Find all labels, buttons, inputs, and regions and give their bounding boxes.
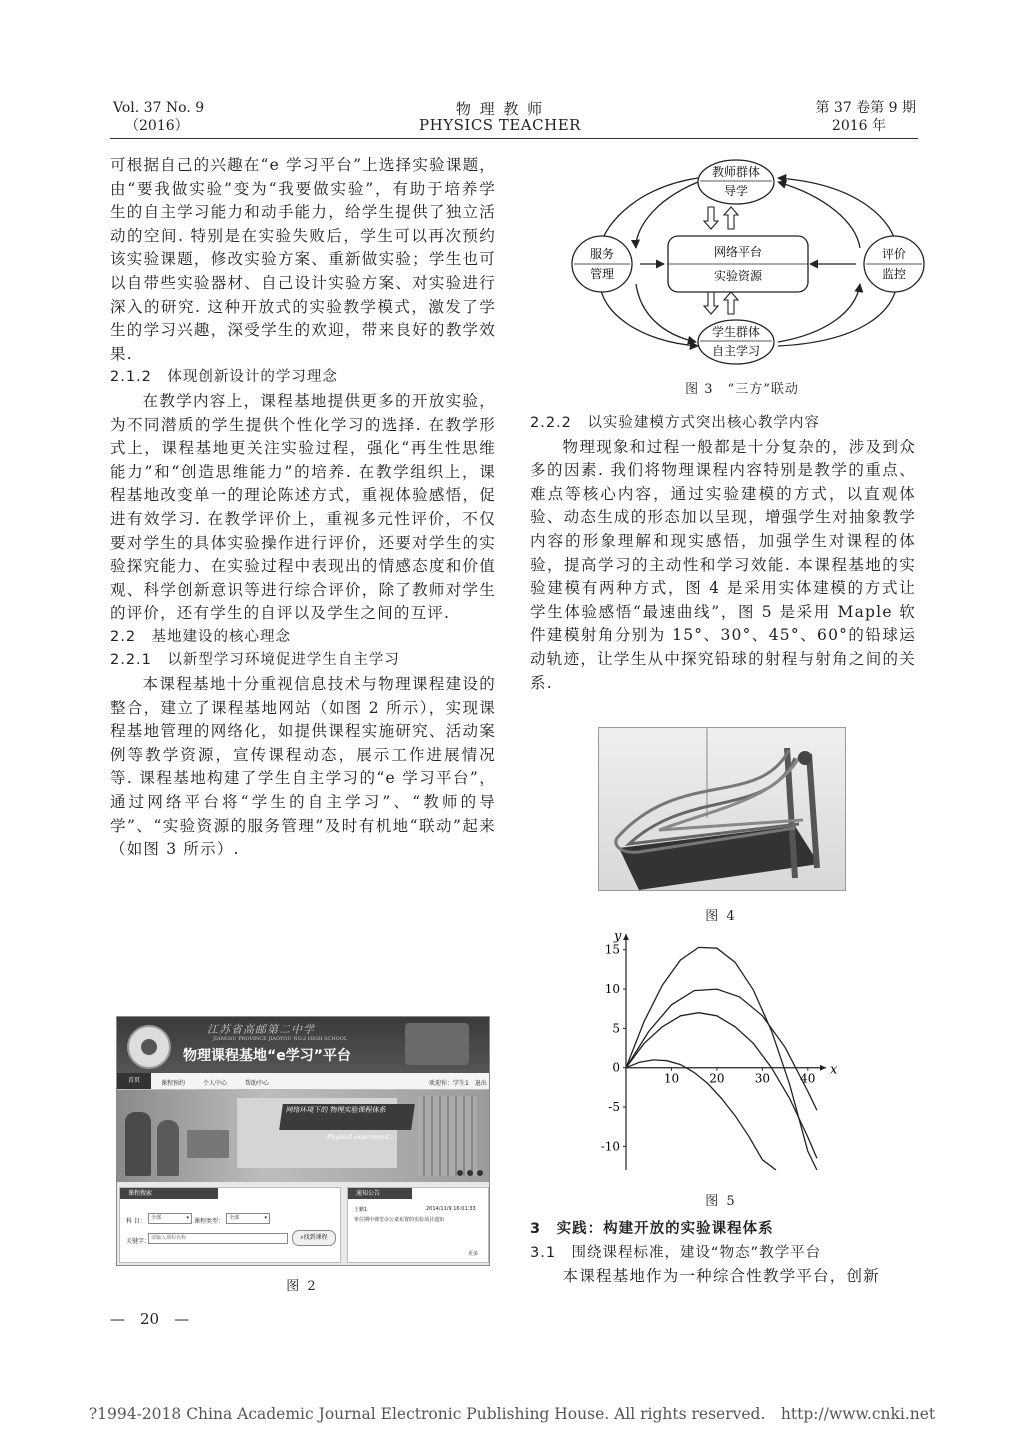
paragraph: 在教学内容上，课程基地提供更多的开放实验，为不同潜质的学生提供个性化学习的选择. 在教学形式上，课程基地更关注实验过程，强化“再生性思维能力”和“创造思维能力”的培养. 在教学组织上，课程基地改变单一的理论陈述方式，重视体验感悟，促进有效学习. 在教学评价上，重视多元性评价，不仅要对学生的具体实验操作进行评价，还要对学生的实验探究能力、在实验过程中表现出的情感态度和价值观、科学创新意识等进行综合评价，除了教师对学生的评价，还有学生的自评以及学生之间的互评. — [110, 391, 496, 623]
section-heading-2-2-1: 2.2.1 以新型学习环境促进学生自主学习 — [110, 652, 400, 669]
section-heading-3-1: 3.1 围绕课程标准，建设“物态”教学平台 — [530, 1244, 822, 1261]
figure-3-diagram — [560, 152, 960, 372]
hero-photo — [117, 1090, 489, 1182]
x-tick-label: 30 — [754, 1071, 771, 1086]
notice-more-link[interactable]: 更多 — [468, 1251, 479, 1257]
y-axis-arrow — [623, 934, 629, 940]
carousel-dot[interactable] — [467, 1170, 473, 1176]
y-axis-label: y — [614, 929, 622, 944]
banner-sign: 网络环境下的 物理实验课程体系 — [279, 1104, 415, 1130]
paragraph: 物理现象和过程一般都是十分复杂的，涉及到众多的因素. 我们将物理课程内容特别是教学的重点、难点等核心内容，通过实验建模的方式，以直观体验、动态生成的形态加以呈现，增强学生对抽象教学内容的形象理解和现实感悟，加强学生对课程的体验，提高学习的主动性和学习效能. 本课程基地的实验建模有两种方式，图 4 是采用实体建模的方式让学生体验感悟“最速曲线”，图 5 是采用 Maple 软件建模射角分别为 15°、30°、45°、60°的铅球运动轨迹，让学生从中探究铅球的射程与射角之间的关系. — [530, 437, 916, 692]
notice-time: 2014/11/9 16:01:33 — [426, 1206, 476, 1212]
notice-author: 王鹏1 — [354, 1207, 368, 1213]
y-tick-label: 5 — [612, 1021, 620, 1036]
section-heading-2-2-2: 2.2.2 以实验建模方式突出核心教学内容 — [530, 415, 820, 431]
left-column — [110, 154, 496, 862]
double-arrow-up-icon — [724, 292, 738, 314]
x-tick-label: 20 — [709, 1071, 725, 1086]
course-type-select[interactable] — [226, 1213, 270, 1224]
subject-select-value: 全部 — [151, 1215, 162, 1221]
y-tick-label: 15 — [604, 942, 620, 957]
node-teachers-label: 教师群体 — [711, 165, 761, 179]
figure-2-caption: 图 2 — [286, 1279, 318, 1294]
school-logo — [127, 1025, 171, 1069]
copyright-notice: ?1994-2018 China Academic Journal Electronic Publishing House. All rights reserved. http://www.cnki.net — [88, 1405, 936, 1423]
course-search-panel — [119, 1187, 341, 1263]
search-icon: ⌕ — [300, 1234, 304, 1241]
figure-5-caption: 图 5 — [705, 1194, 737, 1209]
figure-2-screenshot — [116, 1016, 490, 1266]
release-knob — [798, 751, 812, 765]
find-course-button[interactable] — [292, 1230, 336, 1246]
section-heading-2-2: 2.2 基地建设的核心理念 — [110, 628, 292, 645]
double-arrow-up-icon — [724, 207, 738, 229]
node-evaluation-sublabel: 监控 — [881, 267, 907, 281]
site-title: 物理课程基地“e学习”平台 — [183, 1048, 351, 1064]
keyword-label: 关键字： — [126, 1238, 151, 1245]
nav-item-booking[interactable]: 课程预约 — [161, 1080, 186, 1087]
trajectory-series-3 — [626, 947, 817, 1170]
journal-title-en: PHYSICS TEACHER — [419, 116, 581, 134]
base-board — [619, 826, 819, 890]
node-service-sublabel: 管理 — [589, 267, 615, 281]
right-column-top — [530, 412, 916, 695]
header-rule — [110, 138, 918, 139]
trajectory-series-2 — [626, 989, 817, 1110]
figure-3-caption: 图 3 “三方”联动 — [685, 382, 799, 397]
nav-item-personal[interactable]: 个人中心 — [203, 1080, 228, 1087]
notice-panel — [347, 1187, 489, 1263]
x-tick-label: 10 — [663, 1071, 680, 1086]
school-name-cn: 江苏省高邮第二中学 — [207, 1023, 315, 1036]
paragraph: 可根据自己的兴趣在“e 学习平台”上选择实验课题，由“要我做实验”变为“我要做实验”，有助于培养学生的自主学习能力和动手能力，给学生提供了独立活动的空间. 特别是在实验失败后，学生可以再次预约该实验课题，修改实验方案、重新做实验；学生也可以自带些实验器材、自己设计实验方案、对实验进行深入的研究. 这种开放式的实验教学模式，激发了学生的学习兴趣，深受学生的欢迎，带来良好的教学效果. — [110, 156, 496, 363]
building-photo — [405, 1023, 469, 1065]
subject-select[interactable] — [148, 1213, 192, 1224]
x-axis-arrow — [820, 1065, 826, 1071]
find-course-button-label: 找到课程 — [303, 1234, 328, 1241]
site-header — [117, 1017, 489, 1073]
section-heading-3: 3 实践：构建开放的实验课程体系 — [530, 1221, 774, 1237]
y-tick-label: 10 — [604, 982, 620, 997]
course-search-title: 课程搜索 — [120, 1188, 218, 1199]
carousel-dot[interactable] — [477, 1170, 483, 1176]
node-service-label: 服务 — [589, 247, 615, 261]
node-network-sublabel: 实验资源 — [713, 269, 763, 283]
x-axis-label: x — [830, 1062, 838, 1078]
issue-cn: 第 37 卷第 9 期 — [815, 100, 916, 116]
section-heading-2-1-2: 2.1.2 体现创新设计的学习理念 — [110, 369, 338, 386]
y-tick-label: -5 — [608, 1100, 620, 1115]
course-type-label: 课程类型： — [194, 1218, 225, 1225]
node-network-label: 网络平台 — [713, 245, 763, 259]
double-arrow-down-icon — [704, 207, 718, 229]
figure-4-caption: 图 4 — [705, 909, 737, 924]
y-tick-label: 0 — [612, 1060, 620, 1075]
node-evaluation-label: 评价 — [881, 247, 907, 261]
year-cn: 2016 年 — [831, 118, 886, 134]
double-arrow-down-icon — [704, 292, 718, 314]
third-track — [659, 754, 803, 830]
volume-number: Vol. 37 No. 9 — [113, 100, 205, 116]
y-tick-label: -10 — [600, 1139, 620, 1154]
node-students-label: 学生群体 — [711, 325, 761, 339]
nav-user-info[interactable]: 欢迎你：学生1 退出 — [429, 1080, 487, 1087]
chevron-down-icon: ▾ — [186, 1215, 189, 1221]
figure-5-chart — [596, 924, 850, 1180]
chevron-down-icon: ▾ — [264, 1215, 267, 1221]
corridor — [417, 1096, 477, 1176]
paragraph: 本课程基地作为一种综合性教学平台，创新 — [562, 1267, 880, 1286]
x-tick-label: 40 — [800, 1071, 816, 1086]
keyword-input[interactable]: 请输入课程名称 — [148, 1233, 288, 1244]
right-column-bottom — [530, 1218, 916, 1289]
nav-item-help[interactable]: 帮助中心 — [245, 1080, 270, 1087]
carousel-dot[interactable] — [457, 1170, 463, 1176]
notice-title: 通知公告 — [348, 1188, 412, 1199]
nav-item-home[interactable]: 首页 — [117, 1073, 151, 1089]
volume-year: （2016） — [125, 118, 189, 134]
node-students-sublabel: 自主学习 — [711, 344, 761, 358]
page-number: — 20 — — [110, 1310, 190, 1328]
course-type-select-value: 全部 — [229, 1215, 240, 1221]
school-name-en: JIANGSU PROVINCE JIAOYOU NO.2 HIGH SCHOOL — [213, 1036, 348, 1042]
banner-subtitle: Physical experiment... — [327, 1134, 395, 1141]
notice-item[interactable]: 单位期中课堂办公桌布置的实验项目通知 — [354, 1217, 445, 1223]
nav-bar — [117, 1073, 489, 1090]
figure-4-photo — [598, 727, 846, 891]
journal-title-cn: 物 理 教 师 — [455, 100, 545, 118]
paragraph: 本课程基地十分重视信息技术与物理课程建设的整合，建立了课程基地网站（如图 2 所示），实现课程基地管理的网络化，如提供课程实施研究、活动案例等教学资源，宣传课程动态，展示工作进展情况等. 课程基地构建了学生自主学习的“e 学习平台”，通过网络平台将“学生的自主学习”、“教师的导学”、“实验资源的服务管理”及时有机地“联动”起来（如图 3 所示）. — [110, 675, 496, 859]
node-teachers-sublabel: 导学 — [723, 184, 749, 198]
subject-label: 科 目： — [126, 1218, 146, 1225]
trajectory-series-4 — [626, 1060, 776, 1170]
